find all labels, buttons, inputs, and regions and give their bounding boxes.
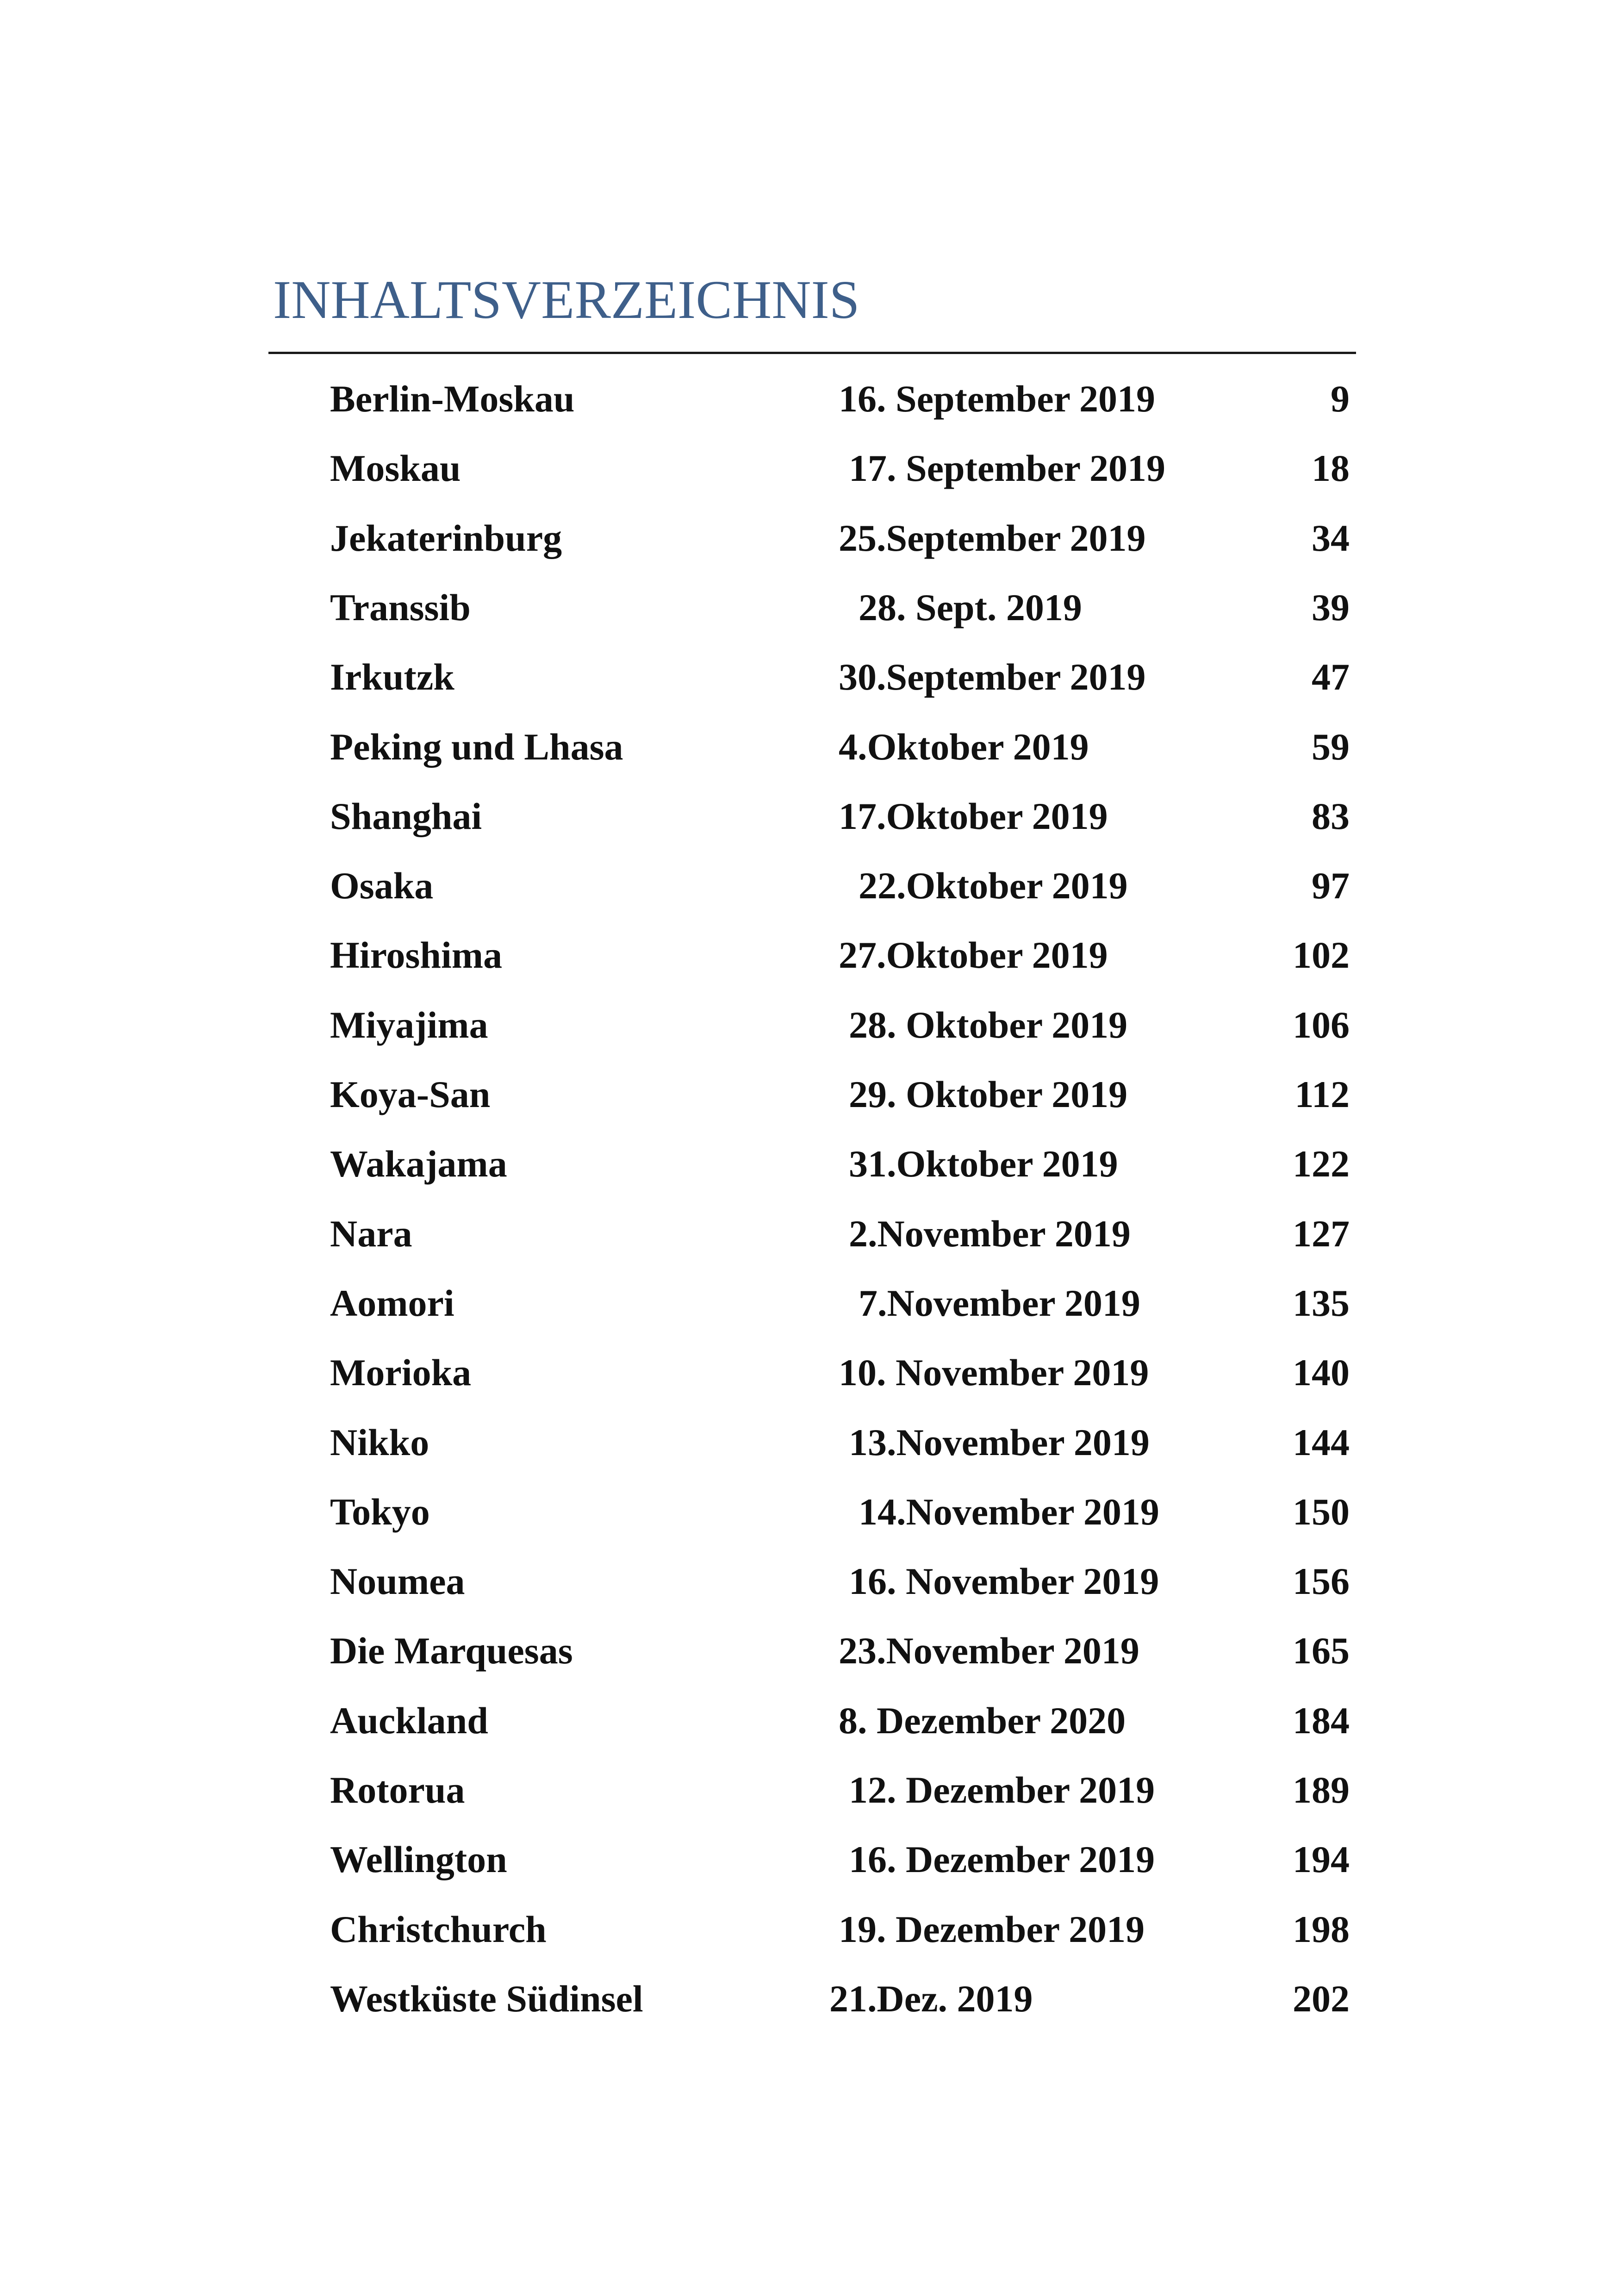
- toc-entry[interactable]: [0, 1698, 1618, 1767]
- toc-entry-date: 21.Dez. 2019: [829, 1978, 1033, 2020]
- toc-entry-page: 59: [1312, 726, 1350, 768]
- toc-entry-page: 194: [1293, 1838, 1350, 1880]
- toc-entry-title: Die Marquesas: [330, 1630, 573, 1672]
- toc-entry-date: 12. Dezember 2019: [849, 1769, 1155, 1811]
- toc-entry-page: 106: [1293, 1004, 1350, 1046]
- toc-entry-date: 4.Oktober 2019: [839, 726, 1089, 768]
- toc-entry-page: 39: [1312, 586, 1350, 628]
- toc-entry-title: Moskau: [330, 447, 461, 489]
- toc-entry-page: 156: [1293, 1560, 1350, 1602]
- toc-entry-date: 31.Oktober 2019: [849, 1143, 1118, 1185]
- toc-entry[interactable]: [0, 1628, 1618, 1697]
- toc-entry-title: Transsib: [330, 586, 471, 628]
- toc-entry-date: 17. September 2019: [849, 447, 1166, 489]
- toc-entry-page: 140: [1293, 1351, 1350, 1394]
- toc-entry[interactable]: [0, 585, 1618, 654]
- toc-entry[interactable]: [0, 1280, 1618, 1350]
- toc-entry[interactable]: [0, 1350, 1618, 1419]
- toc-entry[interactable]: [0, 724, 1618, 793]
- toc-entry-title: Auckland: [330, 1699, 488, 1742]
- toc-entry[interactable]: [0, 654, 1618, 723]
- toc-entry-title: Miyajima: [330, 1004, 488, 1046]
- toc-entry[interactable]: [0, 1489, 1618, 1558]
- toc-entry[interactable]: [0, 793, 1618, 863]
- toc-entry-title: Noumea: [330, 1560, 465, 1602]
- toc-entry-date: 8. Dezember 2020: [839, 1699, 1126, 1742]
- toc-entry-page: 198: [1293, 1908, 1350, 1950]
- toc-entry[interactable]: [0, 1767, 1618, 1836]
- toc-entry-title: Wakajama: [330, 1143, 507, 1185]
- toc-entry-page: 122: [1293, 1143, 1350, 1185]
- toc-entry-title: Berlin-Moskau: [330, 378, 575, 420]
- toc-entry-title: Peking und Lhasa: [330, 726, 623, 768]
- heading-divider: [268, 352, 1356, 354]
- toc-entry-date: 22.Oktober 2019: [859, 865, 1128, 907]
- toc-entry-date: 13.November 2019: [849, 1421, 1150, 1463]
- toc-entry-page: 135: [1293, 1282, 1350, 1324]
- toc-entry-title: Aomori: [330, 1282, 454, 1324]
- toc-entry-title: Jekaterinburg: [330, 517, 562, 559]
- toc-entry[interactable]: [0, 1002, 1618, 1071]
- toc-entry-page: 112: [1294, 1073, 1350, 1115]
- toc-entry[interactable]: [0, 1419, 1618, 1489]
- toc-entry-page: 189: [1293, 1769, 1350, 1811]
- toc-entry-date: 2.November 2019: [849, 1213, 1131, 1255]
- toc-heading: INHALTSVERZEICHNIS: [273, 269, 860, 330]
- toc-entry-page: 34: [1312, 517, 1350, 559]
- toc-entry[interactable]: [0, 863, 1618, 932]
- toc-entry[interactable]: [0, 376, 1618, 445]
- toc-entry-page: 184: [1293, 1699, 1350, 1742]
- toc-entry[interactable]: [0, 1906, 1618, 1976]
- toc-entry-page: 102: [1293, 934, 1350, 976]
- toc-entry[interactable]: [0, 1558, 1618, 1628]
- toc-entry-date: 23.November 2019: [839, 1630, 1139, 1672]
- toc-entry-page: 127: [1293, 1213, 1350, 1255]
- toc-entry-page: 9: [1331, 378, 1350, 420]
- toc-entry-title: Nikko: [330, 1421, 429, 1463]
- toc-entry-date: 16. Dezember 2019: [849, 1838, 1155, 1880]
- toc-entry-date: 7.November 2019: [859, 1282, 1140, 1324]
- toc-entry[interactable]: [0, 445, 1618, 515]
- toc-entry-title: Wellington: [330, 1838, 507, 1880]
- toc-entry-date: 16. November 2019: [849, 1560, 1159, 1602]
- toc-entry[interactable]: [0, 1976, 1618, 2045]
- toc-entry-title: Irkutzk: [330, 656, 454, 698]
- toc-entry-title: Westküste Südinsel: [330, 1978, 643, 2020]
- toc-entry[interactable]: [0, 1141, 1618, 1210]
- toc-entry-title: Nara: [330, 1213, 412, 1255]
- toc-entry-page: 202: [1293, 1978, 1350, 2020]
- toc-entry-date: 30.September 2019: [839, 656, 1146, 698]
- toc-entry-title: Rotorua: [330, 1769, 465, 1811]
- toc-entry-title: Christchurch: [330, 1908, 547, 1950]
- toc-entry-title: Hiroshima: [330, 934, 503, 976]
- toc-entry[interactable]: [0, 932, 1618, 1002]
- toc-entry-page: 97: [1312, 865, 1350, 907]
- toc-entry-date: 29. Oktober 2019: [849, 1073, 1128, 1115]
- toc-entry-date: 27.Oktober 2019: [839, 934, 1108, 976]
- toc-entry-date: 28. Sept. 2019: [859, 586, 1082, 628]
- toc-entry-date: 19. Dezember 2019: [839, 1908, 1145, 1950]
- toc-entry-title: Tokyo: [330, 1491, 430, 1533]
- toc-entry-title: Shanghai: [330, 795, 482, 837]
- toc-entry-date: 25.September 2019: [839, 517, 1146, 559]
- toc-entry[interactable]: [0, 515, 1618, 585]
- toc-entry-page: 47: [1312, 656, 1350, 698]
- toc-entry-title: Koya-San: [330, 1073, 491, 1115]
- toc-entry-date: 28. Oktober 2019: [849, 1004, 1128, 1046]
- toc-entry-page: 150: [1293, 1491, 1350, 1533]
- toc-entry-page: 18: [1312, 447, 1350, 489]
- toc-entry-date: 10. November 2019: [839, 1351, 1149, 1394]
- toc-entry-title: Osaka: [330, 865, 434, 907]
- toc-entry-date: 16. September 2019: [839, 378, 1156, 420]
- toc-entry-title: Morioka: [330, 1351, 472, 1394]
- toc-entry-date: 14.November 2019: [859, 1491, 1159, 1533]
- toc-entry-date: 17.Oktober 2019: [839, 795, 1108, 837]
- toc-entry-page: 144: [1293, 1421, 1350, 1463]
- toc-entry[interactable]: [0, 1836, 1618, 1906]
- toc-entry[interactable]: [0, 1211, 1618, 1280]
- toc-entry[interactable]: [0, 1071, 1618, 1141]
- toc-entry-page: 83: [1312, 795, 1350, 837]
- toc-entry-page: 165: [1293, 1630, 1350, 1672]
